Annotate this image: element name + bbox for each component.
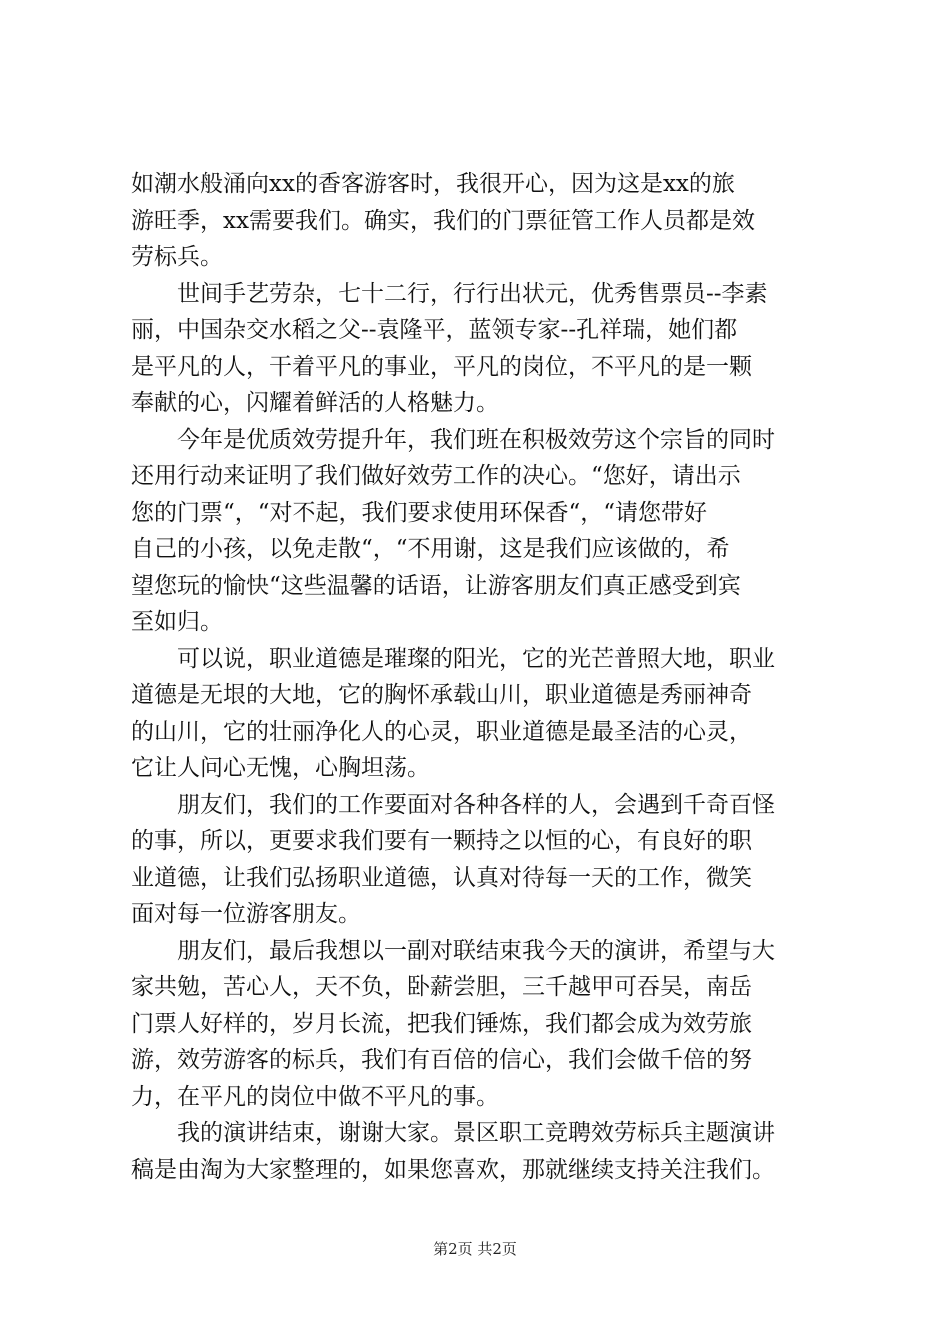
document-body xyxy=(131,166,831,1188)
text-line: 稿是由淘为大家整理的，如果您喜欢，那就继续支持关注我们。 xyxy=(131,1156,775,1183)
text-line: 面对每一位游客朋友。 xyxy=(131,901,361,927)
text-line: 可以说，职业道德是璀璨的阳光，它的光芒普照大地，职业 xyxy=(177,645,775,672)
text-line: 还用行动来证明了我们做好效劳工作的决心。“您好，请出示 xyxy=(131,463,741,489)
text-line: 游，效劳游客的标兵，我们有百倍的信心，我们会做千倍的努 xyxy=(131,1047,752,1073)
text-line: 劳标兵。 xyxy=(131,244,223,270)
text-line: 是平凡的人，干着平凡的事业，平凡的岗位，不平凡的是一颗 xyxy=(131,353,752,380)
text-line: 丽，中国杂交水稻之父--袁隆平，蓝领专家--孔祥瑞，她们都 xyxy=(131,317,738,343)
text-line: 您的门票“，“对不起，我们要求使用环保香“，“请您带好 xyxy=(131,499,708,526)
text-line: 家共勉，苦心人，天不负，卧薪尝胆，三千越甲可吞吴，南岳 xyxy=(131,974,752,1000)
text-line: 望您玩的愉快“这些温馨的话语，让游客朋友们真正感受到宾 xyxy=(131,572,741,599)
text-line: 它让人问心无愧，心胸坦荡。 xyxy=(131,755,430,781)
text-line: 门票人好样的，岁月长流，把我们锤炼，我们都会成为效劳旅 xyxy=(131,1010,752,1037)
text-line: 自己的小孩，以免走散“，“不用谢，这是我们应该做的，希 xyxy=(131,536,730,562)
text-line: 朋友们，最后我想以一副对联结束我今天的演讲，希望与大 xyxy=(177,937,775,964)
page-number-label: 第2页 共2页 xyxy=(433,1240,517,1258)
text-line: 今年是优质效劳提升年，我们班在积极效劳这个宗旨的同时 xyxy=(177,426,775,453)
text-line: 世间手艺劳杂，七十二行，行行出状元，优秀售票员--李素 xyxy=(177,280,768,307)
text-line: 奉献的心，闪耀着鲜活的人格魅力。 xyxy=(131,390,499,416)
text-line: 朋友们，我们的工作要面对各种各样的人，会遇到千奇百怪 xyxy=(177,791,775,818)
text-line: 的事，所以，更要求我们要有一颗持之以恒的心，有良好的职 xyxy=(131,828,752,854)
page-footer xyxy=(0,1238,950,1259)
text-line: 道德是无垠的大地，它的胸怀承载山川，职业道德是秀丽神奇 xyxy=(131,682,752,708)
text-line: 力，在平凡的岗位中做不平凡的事。 xyxy=(131,1083,499,1110)
text-line: 我的演讲结束，谢谢大家。景区职工竞聘效劳标兵主题演讲 xyxy=(177,1120,775,1146)
text-line: 如潮水般涌向xx的香客游客时，我很开心，因为这是xx的旅 xyxy=(131,171,735,197)
text-line: 至如归。 xyxy=(131,609,223,635)
text-line: 的山川，它的壮丽净化人的心灵，职业道德是最圣洁的心灵， xyxy=(131,718,752,745)
text-line: 游旺季，xx需要我们。确实，我们的门票征管工作人员都是效 xyxy=(131,207,755,234)
text-line: 业道德，让我们弘扬职业道德，认真对待每一天的工作，微笑 xyxy=(131,864,752,891)
